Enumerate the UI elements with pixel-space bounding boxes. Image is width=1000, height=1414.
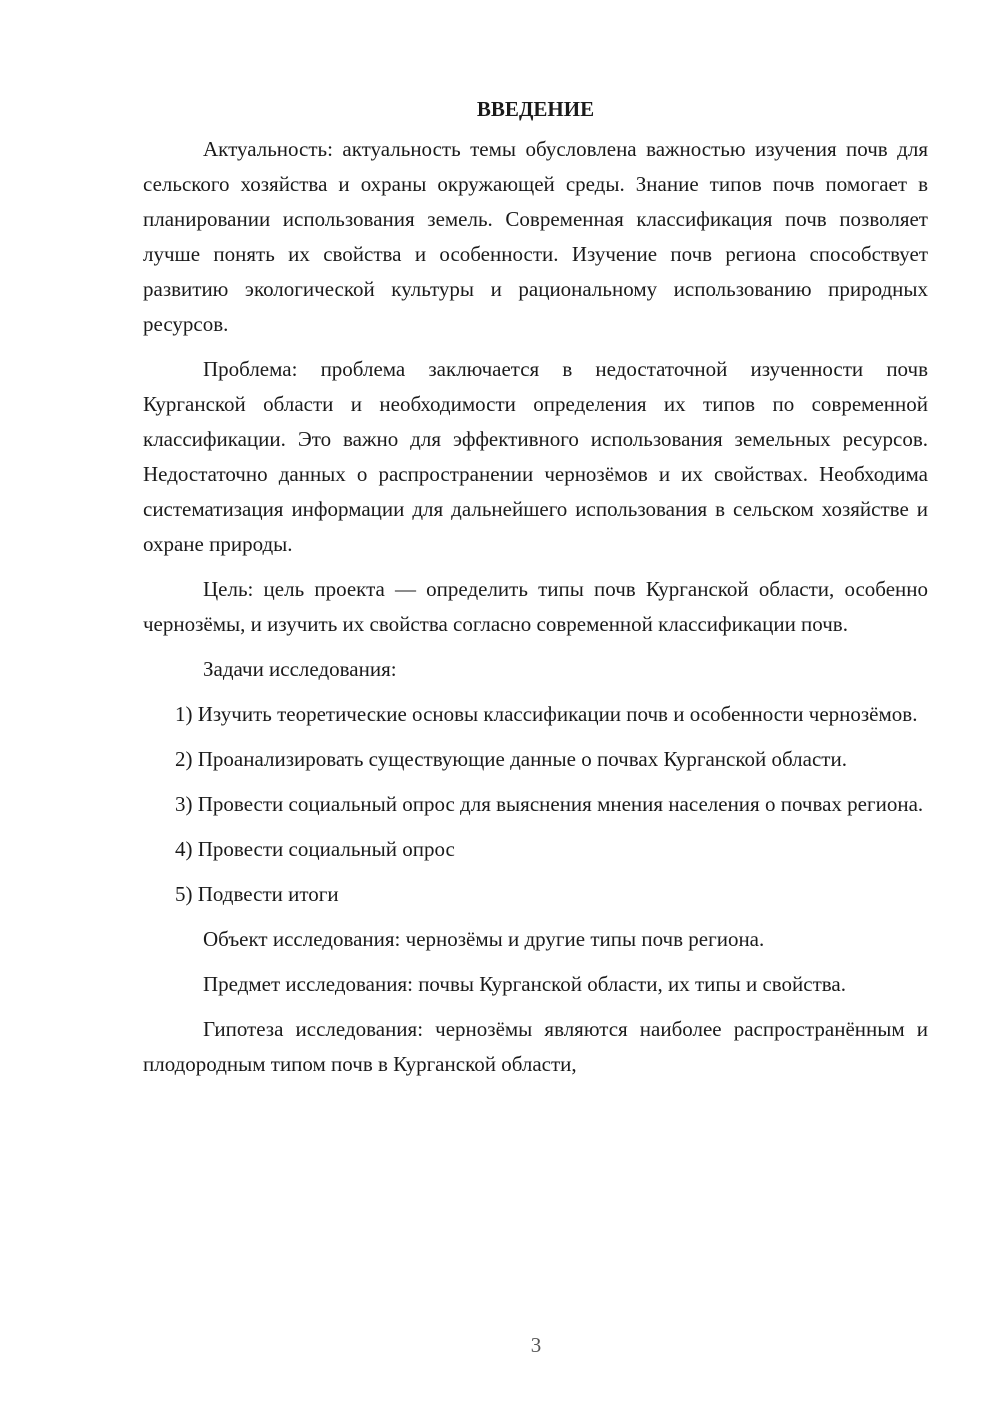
section-title: ВВЕДЕНИЕ — [476, 97, 595, 121]
paragraph-subject: Предмет исследования: почвы Курганской области, их типы и свойства. — [203, 972, 847, 996]
paragraph-relevance: Актуальность: актуальность темы обусловлена важностью изучения почв для сельского хозяйства и охраны окружающей среды. Знание типов почв помогает в планировании использования земель. Современная классификация почв позволяет лучше понять их свойства и особенности. Изучение почв региона способствует развитию экологической культуры и рациональному использованию природных ресурсов. — [143, 137, 928, 336]
task-item: 4) Провести социальный опрос — [175, 837, 455, 861]
task-list — [143, 697, 928, 912]
paragraph-goal: Цель: цель проекта — определить типы почв Курганской области, особенно чернозёмы, и изучить их свойства согласно современной классификации почв. — [143, 577, 928, 636]
task-item: 2) Проанализировать существующие данные о почвах Курганской области. — [175, 747, 847, 771]
paragraph-problem: Проблема: проблема заключается в недостаточной изученности почв Курганской области и необходимости определения их типов по современной классификации. Это важно для эффективного использования земельных ресурсов. Недостаточно данных о распространении чернозёмов и их свойствах. Необходима систематизация информации для дальнейшего использования в сельском хозяйстве и охране природы. — [143, 357, 928, 556]
task-item: 3) Провести социальный опрос для выяснения мнения населения о почвах региона. — [175, 792, 924, 816]
paragraph-hypothesis: Гипотеза исследования: чернозёмы являются наиболее распространённым и плодородным типом почв в Курганской области, — [143, 1017, 928, 1076]
page-number: 3 — [530, 1333, 542, 1357]
paragraph-object: Объект исследования: чернозёмы и другие типы почв региона. — [203, 927, 765, 951]
document-page — [143, 92, 928, 1092]
task-item: 5) Подвести итоги — [175, 882, 339, 906]
task-item: 1) Изучить теоретические основы классификации почв и особенности чернозёмов. — [175, 702, 918, 726]
paragraph-tasks-heading: Задачи исследования: — [203, 657, 397, 681]
